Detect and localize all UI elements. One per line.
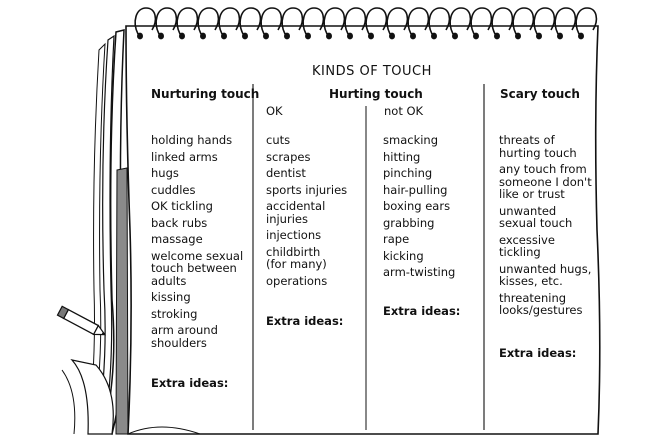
binding-hole — [285, 33, 289, 38]
subheader-ok: OK — [266, 104, 283, 118]
list-item: holding hands — [151, 133, 233, 147]
list-item: threats of — [499, 133, 555, 147]
list-item: threatening — [499, 290, 567, 305]
binding-hole — [453, 33, 457, 38]
list-item: smacking — [383, 133, 439, 147]
scary-list — [499, 134, 592, 317]
binding-hole — [516, 33, 520, 38]
list-item: tickling — [499, 245, 541, 259]
header-scary: Scary touch — [500, 87, 580, 101]
binding-hole — [411, 33, 415, 38]
list-item: unwanted — [499, 203, 557, 218]
subheader-not-ok: not OK — [384, 104, 424, 118]
binding-hole — [432, 33, 436, 38]
chart-stand-shadow — [116, 168, 128, 434]
list-item: kisses, etc. — [499, 274, 563, 288]
list-item: sports injuries — [266, 182, 348, 197]
list-item: massage — [151, 232, 203, 246]
binding-hole — [495, 33, 499, 38]
list-item: welcome sexual — [151, 248, 244, 263]
list-item: rape — [383, 232, 410, 246]
nurturing-list — [151, 134, 243, 349]
list-item: injuries — [266, 211, 308, 226]
binding-hole — [390, 33, 394, 38]
list-item: hurting touch — [499, 145, 577, 160]
binding-hole — [264, 33, 268, 38]
extra-ideas-scary: Extra ideas: — [499, 346, 577, 360]
list-item: operations — [266, 273, 328, 288]
list-item: dentist — [266, 166, 306, 180]
binding-hole — [222, 33, 226, 38]
list-item: grabbing — [383, 215, 435, 230]
extra-ideas-hurting-ok: Extra ideas: — [266, 314, 344, 328]
binding-hole — [327, 33, 331, 38]
list-item: excessive — [499, 232, 555, 247]
lower-page-curl — [62, 370, 75, 434]
list-item: childbirth — [266, 244, 321, 259]
hurting-not-ok-list — [383, 134, 455, 279]
list-item: accidental — [266, 199, 326, 213]
list-item: hair-pulling — [383, 182, 448, 197]
list-item: sexual touch — [499, 216, 573, 230]
binding-hole — [369, 33, 373, 38]
list-item: (for many) — [266, 257, 327, 271]
list-item: adults — [151, 273, 187, 288]
hurting-ok-list — [266, 134, 347, 287]
list-item: kicking — [383, 248, 424, 263]
list-item: arm-twisting — [383, 265, 456, 279]
binding-hole — [201, 33, 205, 38]
list-item: injections — [266, 228, 322, 242]
list-item: cuts — [266, 133, 291, 147]
list-item: like or trust — [499, 187, 565, 201]
list-item: someone I don't — [499, 174, 592, 189]
list-item: back rubs — [151, 215, 208, 230]
binding-hole — [579, 33, 583, 38]
list-item: hitting — [383, 149, 421, 164]
header-nurturing: Nurturing touch — [151, 87, 260, 101]
list-item: stroking — [151, 306, 198, 321]
page-title: KINDS OF TOUCH — [312, 64, 432, 79]
binding-hole — [306, 33, 310, 38]
binding-hole — [180, 33, 184, 38]
list-item: looks/gestures — [499, 303, 583, 317]
binding-hole — [474, 33, 478, 38]
list-item: touch between — [151, 261, 237, 275]
extra-ideas-hurting-not-ok: Extra ideas: — [383, 304, 461, 318]
list-item: pinching — [383, 166, 433, 180]
list-item: linked arms — [151, 149, 218, 164]
extra-ideas-nurturing: Extra ideas: — [151, 376, 229, 390]
binding-hole — [138, 33, 142, 38]
binding-hole — [159, 33, 163, 38]
list-item: unwanted hugs, — [499, 261, 592, 276]
list-item: hugs — [151, 166, 179, 180]
list-item: OK tickling — [151, 199, 213, 213]
list-item: any touch from — [499, 162, 587, 176]
list-item: shoulders — [151, 335, 207, 350]
list-item: kissing — [151, 290, 191, 304]
list-item: boxing ears — [383, 199, 451, 213]
list-item: scrapes — [266, 149, 311, 164]
list-item: arm around — [151, 323, 218, 337]
binding-hole — [537, 33, 541, 38]
list-item: cuddles — [151, 182, 196, 197]
binding-hole — [243, 33, 247, 38]
binding-hole — [558, 33, 562, 38]
header-hurting: Hurting touch — [329, 87, 423, 101]
binding-hole — [348, 33, 352, 38]
